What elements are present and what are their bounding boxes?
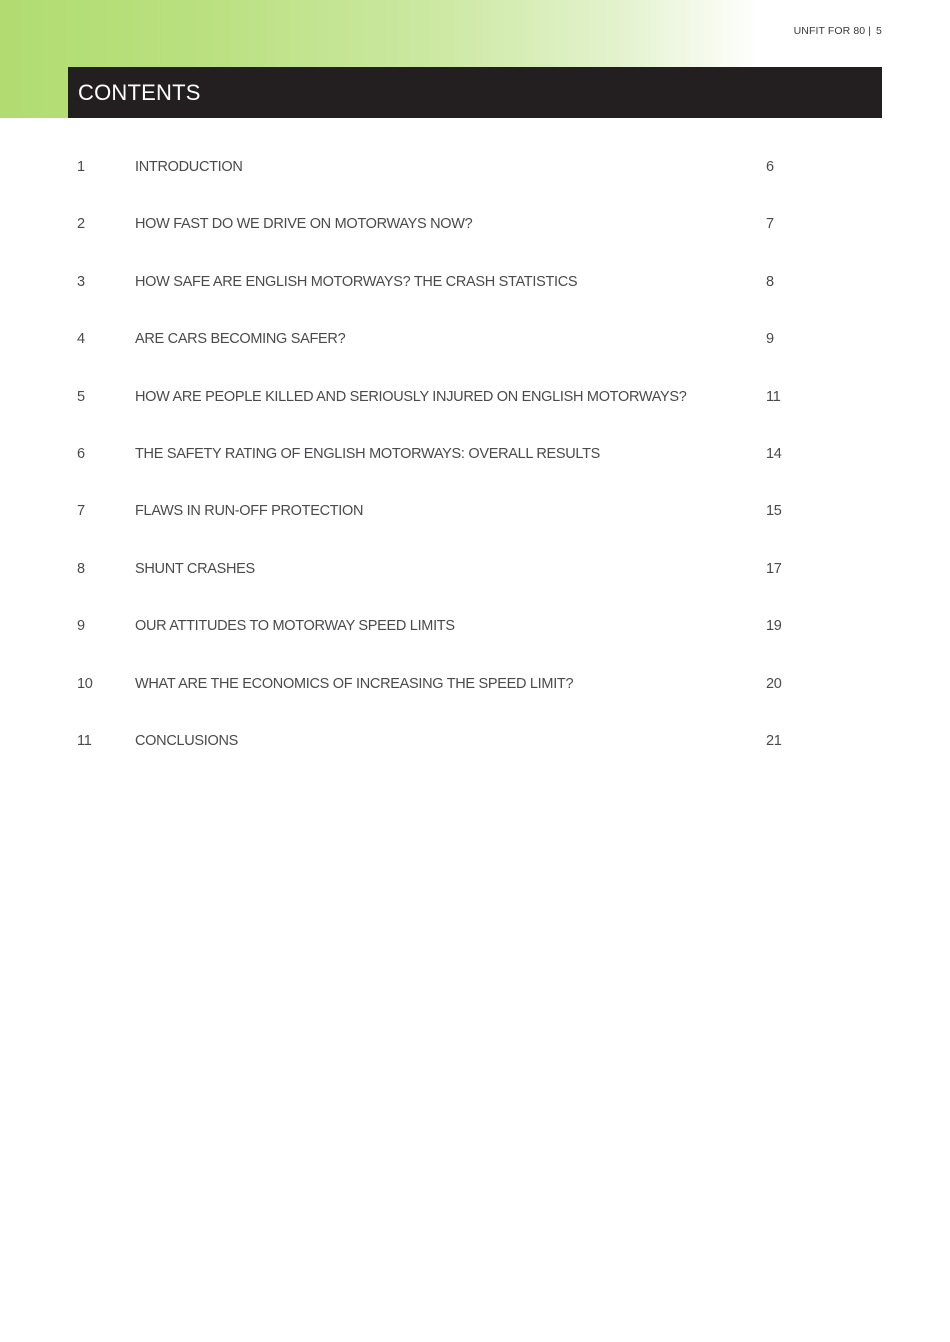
header-separator: | bbox=[868, 25, 872, 37]
toc-entry[interactable] bbox=[0, 328, 950, 385]
toc-entry-page: 8 bbox=[766, 273, 774, 290]
page-number: 5 bbox=[876, 25, 882, 37]
toc-entry-number: 1 bbox=[77, 159, 85, 175]
toc-entry-number: 5 bbox=[77, 388, 85, 405]
page-title: CONTENTS bbox=[78, 80, 201, 105]
running-title: UNFIT FOR 80 bbox=[793, 25, 866, 37]
toc-entry-number: 9 bbox=[77, 618, 85, 635]
toc-entry-label: OUR ATTITUDES TO MOTORWAY SPEED LIMITS bbox=[135, 618, 455, 635]
toc-entry-label: HOW ARE PEOPLE KILLED AND SERIOUSLY INJURED ON ENGLISH MOTORWAYS? bbox=[135, 388, 687, 405]
toc-entry-label: HOW FAST DO WE DRIVE ON MOTORWAYS NOW? bbox=[135, 216, 473, 233]
toc-entry-page: 19 bbox=[766, 618, 782, 635]
toc-entry[interactable] bbox=[0, 386, 950, 443]
toc-entry-page: 17 bbox=[766, 560, 782, 577]
toc-entry-page: 20 bbox=[766, 675, 782, 692]
toc-entry-page: 7 bbox=[766, 216, 774, 233]
toc-entry-number: 11 bbox=[77, 732, 92, 749]
toc-entry[interactable] bbox=[0, 673, 950, 730]
toc-entry-page: 14 bbox=[766, 445, 782, 462]
toc-entry-page: 9 bbox=[766, 331, 774, 348]
running-header bbox=[794, 25, 882, 37]
toc-entry[interactable] bbox=[0, 730, 950, 787]
toc-entry[interactable] bbox=[0, 271, 950, 328]
toc-entry[interactable] bbox=[0, 500, 950, 557]
toc-entry-label: ARE CARS BECOMING SAFER? bbox=[135, 331, 346, 348]
toc-entry-page: 15 bbox=[766, 503, 782, 520]
toc-entry-number: 4 bbox=[77, 331, 85, 348]
toc-entry-label: INTRODUCTION bbox=[135, 159, 243, 175]
toc-entry[interactable] bbox=[0, 443, 950, 500]
toc-entry[interactable] bbox=[0, 615, 950, 672]
toc-entry-number: 2 bbox=[77, 216, 85, 233]
toc-entry-number: 6 bbox=[77, 445, 85, 462]
toc-entry-number: 8 bbox=[77, 560, 85, 577]
toc-entry-label: WHAT ARE THE ECONOMICS OF INCREASING THE SPEED LIMIT? bbox=[135, 675, 574, 692]
title-bar bbox=[68, 67, 882, 118]
toc-entry-number: 3 bbox=[77, 273, 85, 290]
toc-entry-label: SHUNT CRASHES bbox=[135, 560, 255, 577]
toc-entry-number: 10 bbox=[77, 675, 93, 692]
toc-entry[interactable] bbox=[0, 213, 950, 270]
toc-entry-page: 6 bbox=[766, 159, 774, 175]
toc-entry-page: 11 bbox=[766, 388, 781, 405]
toc-entry-number: 7 bbox=[77, 503, 85, 520]
toc-entry[interactable] bbox=[0, 156, 950, 213]
toc-entry-label: HOW SAFE ARE ENGLISH MOTORWAYS? THE CRASH STATISTICS bbox=[135, 273, 578, 290]
toc-entry-page: 21 bbox=[766, 732, 782, 749]
table-of-contents bbox=[0, 156, 950, 787]
toc-entry-label: THE SAFETY RATING OF ENGLISH MOTORWAYS: OVERALL RESULTS bbox=[135, 445, 601, 462]
toc-entry-label: CONCLUSIONS bbox=[135, 732, 239, 749]
toc-entry[interactable] bbox=[0, 558, 950, 615]
toc-entry-label: FLAWS IN RUN-OFF PROTECTION bbox=[135, 503, 364, 520]
